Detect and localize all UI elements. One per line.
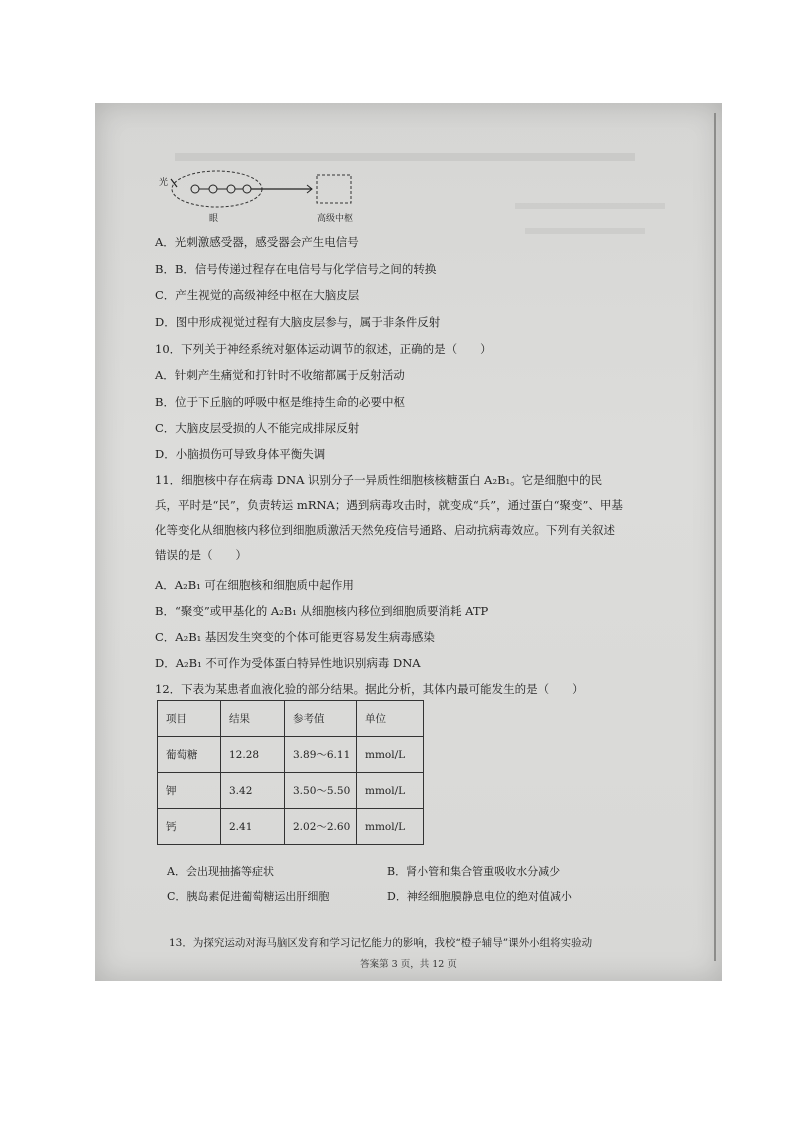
table-cell: 3.50～5.50 bbox=[285, 773, 357, 809]
q11-stem: 11．细胞核中存在病毒 DNA 识别分子一异质性细胞核核糖蛋白 A₂B₁。它是细胞中的民兵，平时是“民”，负责转运 mRNA；遇到病毒攻击时，就变成“兵”，通过蛋白“聚变”、甲基化等变化从细胞核内移位到细胞质激活天然免疫信号通路、启动抗病毒效应。下列有关叙述错误的是（ ） bbox=[155, 473, 623, 562]
q11-option-d: D．A₂B₁ 不可作为受体蛋白特异性地识别病毒 DNA bbox=[155, 656, 421, 670]
table-cell: mmol/L bbox=[357, 737, 424, 773]
bleed-through bbox=[525, 228, 645, 234]
neuron-node bbox=[209, 185, 217, 193]
table-row bbox=[158, 773, 424, 809]
table-cell: mmol/L bbox=[357, 809, 424, 845]
table-header-row bbox=[158, 701, 424, 737]
q12-stem: 12．下表为某患者血液化验的部分结果。据此分析，其体内最可能发生的是（ ） bbox=[155, 682, 584, 696]
q12-option-a: A．会出现抽搐等症状 bbox=[167, 865, 274, 878]
table-cell: 3.89～6.11 bbox=[285, 737, 357, 773]
q12-option-c: C．胰岛素促进葡萄糖运出肝细胞 bbox=[167, 890, 330, 903]
table-header: 结果 bbox=[221, 701, 285, 737]
page-edge-shadow bbox=[714, 113, 716, 961]
table-header: 单位 bbox=[357, 701, 424, 737]
table-cell: 葡萄糖 bbox=[158, 737, 221, 773]
high-center-box bbox=[317, 175, 351, 203]
q10-stem: 10．下列关于神经系统对躯体运动调节的叙述，正确的是（ ） bbox=[155, 342, 492, 356]
table-cell: 钙 bbox=[158, 809, 221, 845]
table-cell: 钾 bbox=[158, 773, 221, 809]
light-label: 光 bbox=[159, 178, 169, 188]
q11-option-a: A．A₂B₁ 可在细胞核和细胞质中起作用 bbox=[155, 578, 354, 592]
q12-option-d: D．神经细胞膜静息电位的绝对值减小 bbox=[387, 890, 572, 903]
blood-test-table bbox=[157, 700, 424, 845]
high-center-label: 高级中枢 bbox=[317, 214, 354, 224]
table-header: 参考值 bbox=[285, 701, 357, 737]
q9-option-b: B．B．信号传递过程存在电信号与化学信号之间的转换 bbox=[155, 262, 437, 276]
q13-stem: 13．为探究运动对海马脑区发育和学习记忆能力的影响，我校“橙子辅导”课外小组将实验动 bbox=[169, 937, 593, 949]
neuron-node bbox=[191, 185, 199, 193]
table-cell: mmol/L bbox=[357, 773, 424, 809]
table-header: 项目 bbox=[158, 701, 221, 737]
q10-option-a: A．针刺产生痛觉和打针时不收缩都属于反射活动 bbox=[155, 368, 405, 382]
table-row bbox=[158, 737, 424, 773]
table-row bbox=[158, 809, 424, 845]
q9-option-c: C．产生视觉的高级神经中枢在大脑皮层 bbox=[155, 288, 360, 302]
bleed-through bbox=[515, 203, 665, 209]
table-cell: 3.42 bbox=[221, 773, 285, 809]
q10-option-d: D．小脑损伤可导致身体平衡失调 bbox=[155, 447, 326, 461]
q9-option-a: A．光刺激感受器，感受器会产生电信号 bbox=[155, 235, 359, 249]
table-cell: 2.02～2.60 bbox=[285, 809, 357, 845]
eye-label: 眼 bbox=[209, 214, 219, 224]
q10-option-b: B．位于下丘脑的呼吸中枢是维持生命的必要中枢 bbox=[155, 395, 405, 409]
photographed-page bbox=[95, 103, 722, 981]
q9-option-d: D．图中形成视觉过程有大脑皮层参与，属于非条件反射 bbox=[155, 315, 441, 329]
q12-option-b: B．肾小管和集合管重吸收水分减少 bbox=[387, 865, 561, 878]
table-cell: 12.28 bbox=[221, 737, 285, 773]
q11-option-b: B．“聚变”或甲基化的 A₂B₁ 从细胞核内移位到细胞质要消耗 ATP bbox=[155, 604, 489, 618]
neuron-node bbox=[243, 185, 251, 193]
table-cell: 2.41 bbox=[221, 809, 285, 845]
page-footer: 答案第 3 页，共 12 页 bbox=[360, 959, 457, 970]
q10-option-c: C．大脑皮层受损的人不能完成排尿反射 bbox=[155, 421, 360, 435]
bleed-through bbox=[175, 153, 635, 161]
q11-option-c: C．A₂B₁ 基因发生突变的个体可能更容易发生病毒感染 bbox=[155, 630, 435, 644]
visual-pathway-diagram bbox=[157, 169, 357, 233]
neuron-node bbox=[227, 185, 235, 193]
